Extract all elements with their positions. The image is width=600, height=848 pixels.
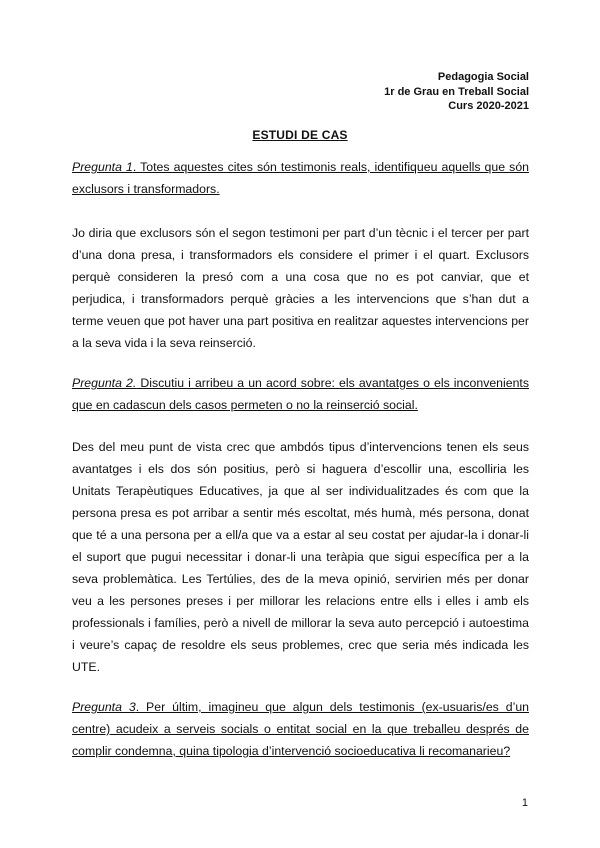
question-2	[72, 372, 529, 416]
document-header	[384, 70, 529, 114]
question-3-text: . Per últim, imagineu que algun dels testimonis (ex-usuaris/es d’un centre) acudeix a serveis socials o entitat social en la que treballeu després de complir condemna, quina tipologia d’intervenció socioeducativa li recomanarieu?	[72, 700, 529, 758]
header-subject: Pedagogia Social	[437, 71, 529, 83]
answer-2: Des del meu punt de vista crec que ambdós tipus d’intervencions tenen els seus avantatges i els dos són positius, però si haguera d’escollir una, escolliria les Unitats Terapèutiques Educatives, ja que al ser individualitzades és com que la persona presa es pot arribar a sentir més escoltat, més humà, més persona, donat que té a una persona per a ell/a que va a estar al seu costat per ajudar-la i donar-li el suport que pugui necessitar i donar-li una teràpia que sigui específica per a la seva problemàtica. Les Tertúlies, des de la meva opinió, servirien més per donar veu a les persones preses i per millorar les relacions entre ells i elles i amb els professionals i famílies, però a nivell de millorar la seva auto percepció i autoestima i veure’s capaç de resoldre els seus problemes, crec que seria més indicada les UTE.	[72, 440, 529, 674]
question-3	[72, 696, 529, 762]
answer-1: Jo diria que exclusors són el segon testimoni per part d’un tècnic i el tercer per part d’una dona presa, i transformadors els considere el primer i el quart. Exclusors perquè consideren la presó com a una cosa que no es pot canviar, que et perjudica, i transformadors perquè gràcies a les intervencions que s’han dut a terme veuen que pot haver una part positiva en realitzar aquestes intervencions per a la seva vida i la seva reinserció.	[72, 226, 529, 350]
header-course-year: Curs 2020-2021	[448, 100, 529, 112]
question-3-label: Pregunta 3	[72, 700, 136, 714]
question-2-label: Pregunta 2.	[72, 376, 137, 390]
page-number: 1	[521, 797, 528, 809]
page-title: ESTUDI DE CAS	[252, 128, 348, 142]
question-1-label: Pregunta 1	[72, 160, 133, 174]
question-1	[72, 156, 529, 200]
document-body	[72, 156, 529, 762]
question-2-text: Discutiu i arribeu a un acord sobre: els avantatges o els inconvenients que en cadascun dels casos permeten o no la reinserció social.	[72, 376, 529, 412]
header-degree: 1r de Grau en Treball Social	[384, 85, 529, 98]
question-1-text: . Totes aquestes cites són testimonis reals, identifiqueu aquells que són exclusors i transformadors.	[72, 160, 529, 196]
